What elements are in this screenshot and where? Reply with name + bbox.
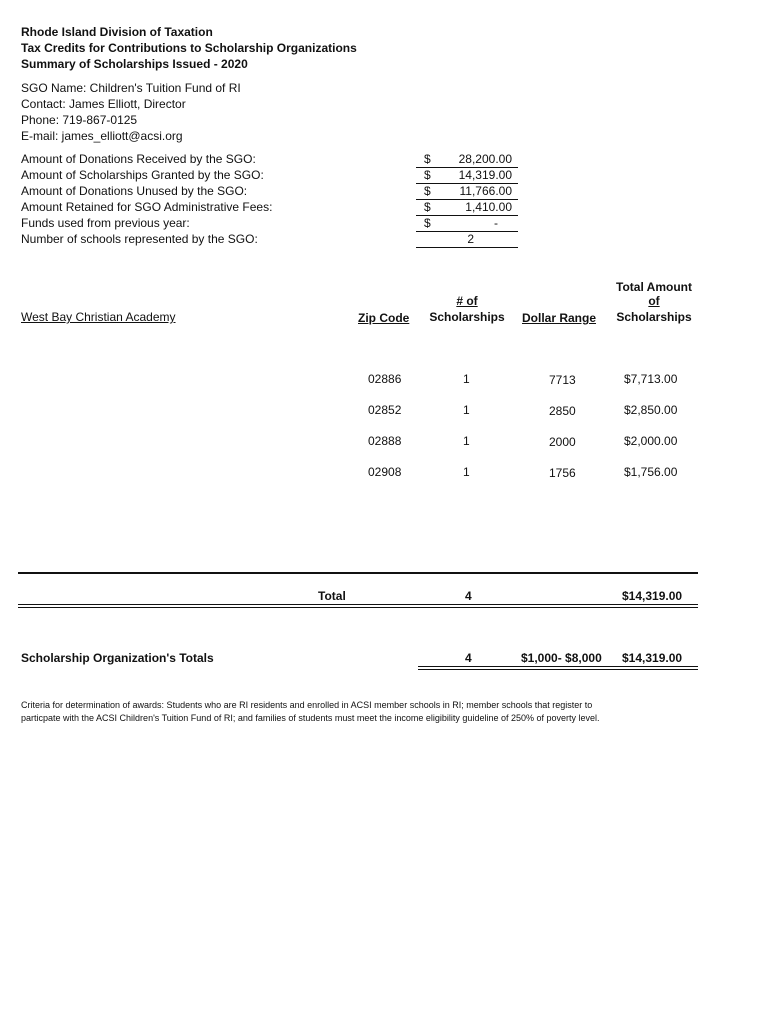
summary-label: Amount Retained for SGO Administrative Fees: [21, 200, 273, 214]
num-cell: 1 [463, 434, 470, 448]
total-cell: $1,756.00 [624, 465, 678, 479]
summary-label: Amount of Scholarships Granted by the SGO: [21, 168, 264, 182]
summary-label: Funds used from previous year: [21, 216, 190, 230]
num-cell: 1 [463, 372, 470, 386]
summary-value-cell [416, 215, 518, 232]
org-totals-rule-double [418, 669, 698, 670]
num-scholarships-header-line2: Scholarships [429, 310, 505, 324]
summary-value: 11,766.00 [459, 184, 512, 198]
dollar-range-header: Dollar Range [522, 311, 597, 325]
total-amount: $14,319.00 [622, 589, 683, 603]
currency-symbol: $ [424, 216, 431, 230]
currency-symbol: $ [424, 152, 431, 166]
school-name: West Bay Christian Academy [21, 310, 176, 324]
zip-cell: 02886 [368, 372, 402, 386]
total-num: 4 [465, 589, 472, 603]
summary-value: 14,319.00 [458, 168, 512, 182]
org-totals-amount: $14,319.00 [622, 651, 683, 665]
doc-summary-title: Summary of Scholarships Issued - 2020 [21, 57, 248, 71]
currency-symbol: $ [424, 184, 431, 198]
org-totals-label: Scholarship Organization's Totals [21, 651, 214, 665]
sgo-phone: Phone: 719-867-0125 [21, 113, 138, 127]
zip-cell: 02888 [368, 434, 402, 448]
summary-value-cell [416, 167, 518, 184]
total-top-rule [18, 572, 698, 574]
range-cell: 7713 [549, 373, 576, 387]
total-bottom-rule [18, 604, 698, 605]
total-amount-header-line1: Total Amount [616, 280, 692, 294]
total-cell: $2,850.00 [624, 403, 678, 417]
total-label: Total [318, 589, 346, 603]
org-totals-rule [418, 666, 698, 667]
range-cell: 2000 [549, 435, 576, 449]
doc-subtitle: Tax Credits for Contributions to Scholarship Organizations [21, 41, 357, 55]
total-cell: $7,713.00 [624, 372, 678, 386]
zip-cell: 02908 [368, 465, 402, 479]
summary-label: Amount of Donations Received by the SGO: [21, 152, 256, 166]
summary-label: Amount of Donations Unused by the SGO: [21, 184, 248, 198]
sgo-name: SGO Name: Children's Tuition Fund of RI [21, 81, 241, 95]
criteria-line2: particpate with the ACSI Children's Tuition Fund of RI; and families of students must meet the income eligibility guideline of 250% of poverty level. [21, 713, 600, 723]
summary-label: Number of schools represented by the SGO: [21, 232, 258, 246]
summary-value-cell [416, 183, 518, 200]
org-totals-num: 4 [465, 651, 472, 665]
sgo-email: E-mail: james_elliott@acsi.org [21, 129, 183, 143]
currency-symbol: $ [424, 168, 431, 182]
total-bottom-rule-double [18, 607, 698, 608]
currency-symbol: $ [424, 200, 431, 214]
doc-title: Rhode Island Division of Taxation [21, 25, 213, 39]
zip-code-header: Zip Code [358, 311, 410, 325]
summary-value-cell [416, 199, 518, 216]
total-amount-header-line2: of [648, 294, 660, 308]
zip-cell: 02852 [368, 403, 402, 417]
summary-value: 2 [467, 232, 474, 246]
summary-value: 28,200.00 [458, 152, 512, 166]
summary-value: 1,410.00 [465, 200, 512, 214]
sgo-contact: Contact: James Elliott, Director [21, 97, 186, 111]
summary-value-cell [416, 231, 518, 248]
num-cell: 1 [463, 403, 470, 417]
num-cell: 1 [463, 465, 470, 479]
criteria-line1: Criteria for determination of awards: Students who are RI residents and enrolled in ACSI member schools in RI; member schools that register to [21, 700, 593, 710]
total-cell: $2,000.00 [624, 434, 678, 448]
range-cell: 2850 [549, 404, 576, 418]
summary-value: - [494, 216, 498, 230]
num-scholarships-header-line1: # of [456, 294, 478, 308]
org-totals-range: $1,000- $8,000 [521, 651, 602, 665]
summary-value-cell [416, 151, 518, 168]
range-cell: 1756 [549, 466, 576, 480]
total-amount-header-line3: Scholarships [616, 310, 692, 324]
